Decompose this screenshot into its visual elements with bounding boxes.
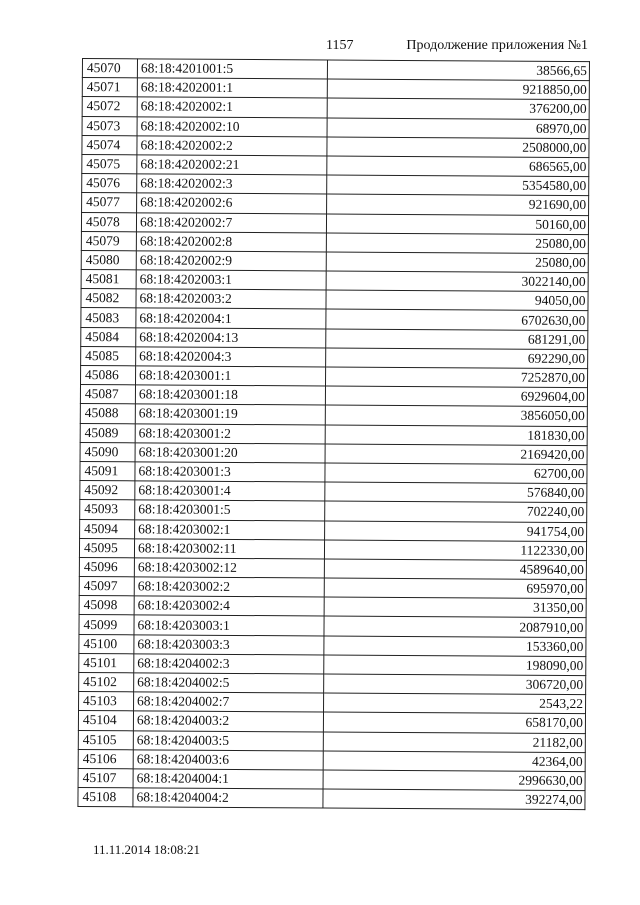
table-row	[79, 596, 586, 618]
cadastral-number-cell: 68:18:4204002:7	[134, 692, 324, 712]
table-row	[81, 308, 588, 330]
cadastral-value-cell: 198090,00	[324, 655, 586, 676]
cadastral-number-cell: 68:18:4202002:21	[137, 155, 327, 175]
table-row	[80, 519, 587, 541]
cadastral-value-cell: 31350,00	[324, 597, 586, 618]
row-number-cell: 45075	[82, 154, 137, 174]
cadastral-value-cell: 6702630,00	[326, 309, 588, 330]
cadastral-value-cell: 681291,00	[326, 329, 588, 350]
table-row	[80, 481, 587, 503]
table-row	[78, 730, 585, 752]
cadastral-number-cell: 68:18:4202004:1	[136, 308, 326, 328]
row-number-cell: 45090	[80, 442, 135, 462]
cadastral-number-cell: 68:18:4202003:1	[136, 270, 326, 290]
cadastral-number-cell: 68:18:4204002:3	[134, 654, 324, 674]
table-row	[78, 768, 585, 790]
appendix-caption: Продолжение приложения №1	[406, 38, 588, 53]
cadastral-number-cell: 68:18:4202003:2	[136, 289, 326, 309]
print-timestamp: 11.11.2014 18:08:21	[93, 842, 201, 857]
cadastral-value-cell: 3856050,00	[325, 405, 587, 426]
table-row	[82, 174, 589, 196]
cadastral-number-cell: 68:18:4202002:7	[136, 212, 326, 232]
cadastral-value-cell: 62700,00	[325, 463, 587, 484]
cadastral-number-cell: 68:18:4204004:1	[133, 769, 323, 789]
cadastral-value-cell: 68970,00	[327, 118, 589, 139]
row-number-cell: 45093	[80, 500, 135, 520]
table-row	[81, 327, 588, 349]
cadastral-number-cell: 68:18:4202004:13	[136, 327, 326, 347]
cadastral-number-cell: 68:18:4203001:19	[135, 404, 325, 424]
cadastral-value-cell: 4589640,00	[324, 559, 586, 580]
row-number-cell: 45074	[82, 135, 137, 155]
cadastral-value-cell: 686565,00	[327, 156, 589, 177]
row-number-cell: 45079	[81, 231, 136, 251]
table-body	[78, 59, 590, 810]
table-row	[81, 346, 588, 368]
row-number-cell: 45106	[78, 749, 133, 769]
table-row	[82, 193, 589, 215]
cadastral-value-cell: 941754,00	[325, 520, 587, 541]
cadastral-number-cell: 68:18:4204004:2	[133, 788, 323, 808]
cadastral-value-cell: 376200,00	[327, 98, 589, 119]
row-number-cell: 45104	[78, 711, 133, 731]
cadastral-value-cell: 25080,00	[326, 233, 588, 254]
table-row	[81, 250, 588, 272]
cadastral-number-cell: 68:18:4203001:1	[136, 366, 326, 386]
row-number-cell: 45078	[81, 212, 136, 232]
cadastral-number-cell: 68:18:4201001:5	[137, 59, 327, 79]
row-number-cell: 45070	[82, 59, 137, 79]
cadastral-value-cell: 21182,00	[323, 732, 585, 753]
table-row	[81, 365, 588, 387]
cadastral-value-cell: 576840,00	[325, 482, 587, 503]
row-number-cell: 45073	[82, 116, 137, 136]
table-row	[79, 615, 586, 637]
cadastral-value-cell: 2996630,00	[323, 770, 585, 791]
row-number-cell: 45087	[80, 385, 135, 405]
row-number-cell: 45101	[79, 653, 134, 673]
row-number-cell: 45071	[82, 78, 137, 98]
table-row	[78, 711, 585, 733]
cadastral-value-cell: 2169420,00	[325, 444, 587, 465]
cadastral-number-cell: 68:18:4203003:1	[134, 615, 324, 635]
row-number-cell: 45107	[78, 768, 133, 788]
cadastral-value-cell: 2543,22	[324, 693, 586, 714]
cadastral-value-cell: 3022140,00	[326, 271, 588, 292]
cadastral-value-cell: 42364,00	[323, 751, 585, 772]
row-number-cell: 45097	[79, 577, 134, 597]
cadastral-number-cell: 68:18:4202002:1	[137, 97, 327, 117]
table-row	[80, 442, 587, 464]
table-row	[79, 557, 586, 579]
row-number-cell: 45083	[81, 308, 136, 328]
cadastral-number-cell: 68:18:4202002:6	[137, 193, 327, 213]
table-row	[80, 461, 587, 483]
row-number-cell: 45082	[81, 289, 136, 309]
cadastral-number-cell: 68:18:4202002:10	[137, 116, 327, 136]
row-number-cell: 45072	[82, 97, 137, 117]
cadastral-number-cell: 68:18:4203001:3	[135, 462, 325, 482]
cadastral-number-cell: 68:18:4203002:12	[134, 558, 324, 578]
cadastral-value-cell: 692290,00	[326, 348, 588, 369]
cadastral-value-cell: 94050,00	[326, 290, 588, 311]
cadastral-value-cell: 9218850,00	[327, 79, 589, 100]
cadastral-number-cell: 68:18:4202002:3	[137, 174, 327, 194]
table-row	[79, 692, 586, 714]
cadastral-value-cell: 702240,00	[325, 501, 587, 522]
table-row	[80, 500, 587, 522]
row-number-cell: 45092	[80, 481, 135, 501]
cadastral-value-cell: 38566,65	[327, 60, 589, 81]
table-row	[78, 788, 585, 810]
cadastral-value-cell: 1122330,00	[324, 540, 586, 561]
cadastral-value-cell: 2508000,00	[327, 137, 589, 158]
table-row	[81, 270, 588, 292]
cadastral-value-cell: 5354580,00	[327, 175, 589, 196]
cadastral-value-table	[77, 58, 590, 810]
table-row	[82, 78, 589, 100]
cadastral-number-cell: 68:18:4202004:3	[136, 347, 326, 367]
table-row	[81, 231, 588, 253]
cadastral-number-cell: 68:18:4203002:4	[134, 596, 324, 616]
cadastral-number-cell: 68:18:4203002:2	[134, 577, 324, 597]
cadastral-number-cell: 68:18:4204003:2	[133, 711, 323, 731]
row-number-cell: 45076	[82, 174, 137, 194]
page-number: 1157	[326, 38, 354, 53]
cadastral-value-cell: 50160,00	[326, 213, 588, 234]
cadastral-number-cell: 68:18:4202001:1	[137, 78, 327, 98]
row-number-cell: 45103	[79, 692, 134, 712]
cadastral-value-cell: 6929604,00	[325, 386, 587, 407]
cadastral-number-cell: 68:18:4203001:4	[135, 481, 325, 501]
table-row	[79, 577, 586, 599]
table-row	[81, 212, 588, 234]
cadastral-value-cell: 2087910,00	[324, 616, 586, 637]
table-row	[80, 423, 587, 445]
cadastral-number-cell: 68:18:4203001:5	[135, 500, 325, 520]
cadastral-number-cell: 68:18:4204002:5	[134, 673, 324, 693]
row-number-cell: 45098	[79, 596, 134, 616]
table-row	[82, 116, 589, 138]
row-number-cell: 45081	[81, 270, 136, 290]
row-number-cell: 45080	[81, 250, 136, 270]
cadastral-number-cell: 68:18:4203003:3	[134, 634, 324, 654]
row-number-cell: 45091	[80, 461, 135, 481]
table-row	[82, 59, 589, 81]
table-row	[78, 749, 585, 771]
cadastral-number-cell: 68:18:4203001:18	[135, 385, 325, 405]
cadastral-number-cell: 68:18:4202002:8	[136, 232, 326, 252]
row-number-cell: 45084	[81, 327, 136, 347]
table-row	[79, 538, 586, 560]
row-number-cell: 45077	[82, 193, 137, 213]
row-number-cell: 45105	[78, 730, 133, 750]
row-number-cell: 45100	[79, 634, 134, 654]
row-number-cell: 45086	[81, 365, 136, 385]
cadastral-number-cell: 68:18:4202002:2	[137, 136, 327, 156]
cadastral-value-cell: 25080,00	[326, 252, 588, 273]
row-number-cell: 45089	[80, 423, 135, 443]
cadastral-value-cell: 392274,00	[323, 789, 585, 810]
table-row	[79, 634, 586, 656]
row-number-cell: 45094	[80, 519, 135, 539]
table-row	[79, 653, 586, 675]
cadastral-value-cell: 306720,00	[324, 674, 586, 695]
table-row	[82, 154, 589, 176]
row-number-cell: 45085	[81, 346, 136, 366]
cadastral-number-cell: 68:18:4203002:11	[134, 539, 324, 559]
table-row	[79, 672, 586, 694]
row-number-cell: 45096	[79, 557, 134, 577]
row-number-cell: 45088	[80, 404, 135, 424]
cadastral-value-cell: 181830,00	[325, 425, 587, 446]
cadastral-number-cell: 68:18:4203001:20	[135, 443, 325, 463]
cadastral-number-cell: 68:18:4203002:1	[135, 519, 325, 539]
cadastral-number-cell: 68:18:4204003:6	[133, 750, 323, 770]
cadastral-number-cell: 68:18:4204003:5	[133, 730, 323, 750]
table-row	[82, 97, 589, 119]
cadastral-value-cell: 658170,00	[323, 712, 585, 733]
row-number-cell: 45095	[79, 538, 134, 558]
cadastral-value-cell: 695970,00	[324, 578, 586, 599]
cadastral-value-cell: 153360,00	[324, 636, 586, 657]
cadastral-number-cell: 68:18:4203001:2	[135, 423, 325, 443]
cadastral-number-cell: 68:18:4202002:9	[136, 251, 326, 271]
table-row	[80, 385, 587, 407]
table-row	[80, 404, 587, 426]
row-number-cell: 45099	[79, 615, 134, 635]
table-row	[81, 289, 588, 311]
row-number-cell: 45102	[79, 672, 134, 692]
cadastral-value-cell: 921690,00	[327, 194, 589, 215]
row-number-cell: 45108	[78, 788, 133, 808]
table-row	[82, 135, 589, 157]
cadastral-value-cell: 7252870,00	[325, 367, 587, 388]
